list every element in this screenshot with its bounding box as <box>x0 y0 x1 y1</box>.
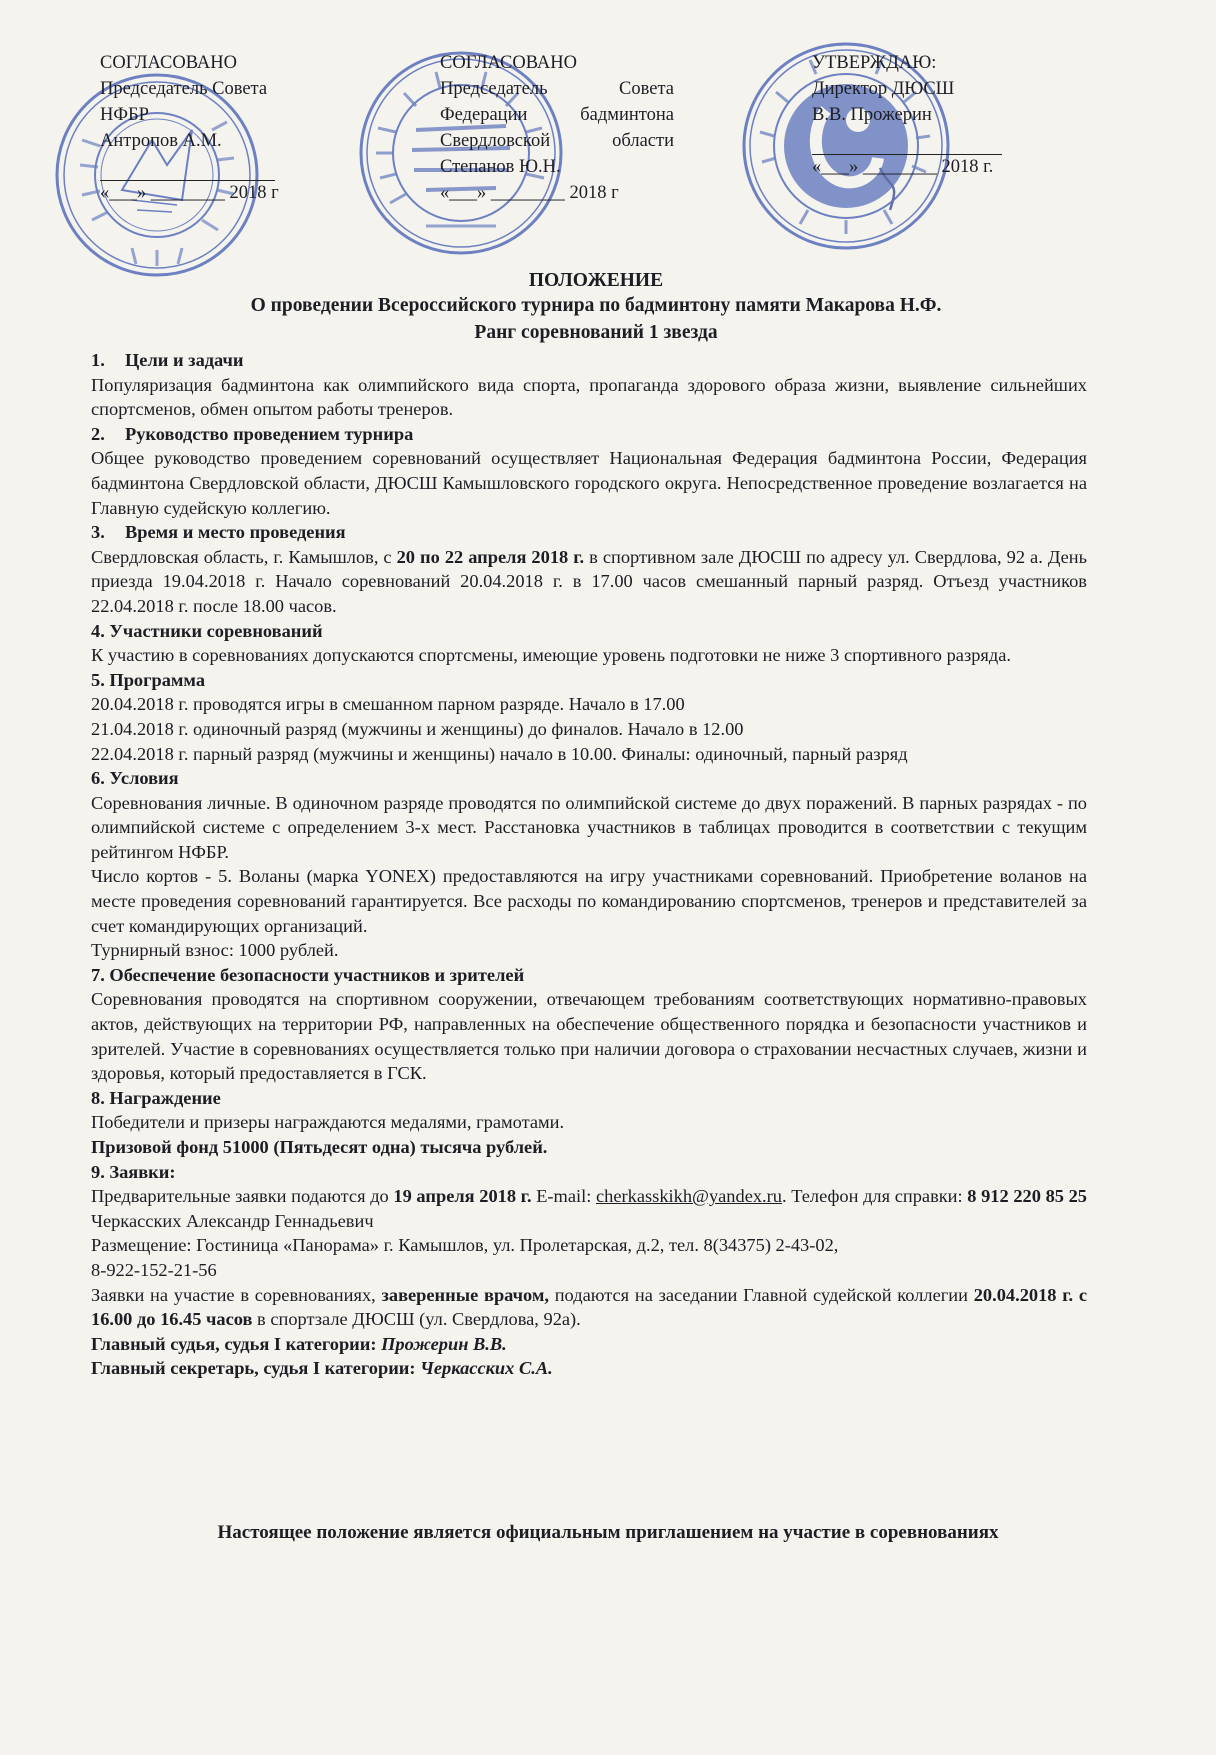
competition-rank: Ранг соревнований 1 звезда <box>474 322 718 343</box>
approval-signer: Степанов Ю.Н. <box>440 157 561 177</box>
approval-date: «___» ________ 2018 г <box>440 183 619 203</box>
signature-line <box>100 154 330 180</box>
signature-line <box>812 128 1022 154</box>
section-text-3: Свердловская область, г. Камышлов, с 20 по 22 апреля 2018 г. в спортивном зале ДЮСШ по адресу ул. Свердлова, 92 а. День приезда 19.04.2018 г. Начало соревнований 20.04.2018 г. в 17.00 часов смешанный парный разряд. Отъезд участников 22.04.2018 г. после 18.00 часов. <box>91 546 1087 616</box>
accommodation-line: Размещение: Гостиница «Панорама» г. Камышлов, ул. Пролетарская, д.2, тел. 8(34375) 2-43-02, <box>91 1235 839 1256</box>
approval-heading: СОГЛАСОВАНО <box>100 53 237 73</box>
section-heading-7: 7. Обеспечение безопасности участников и зрителей <box>91 964 525 985</box>
approval-organization: НФБР <box>100 105 149 125</box>
section-text-1: Популяризация бадминтона как олимпийского вида спорта, пропаганда здорового образа жизни, выявление сильнейших спортсменов, обмен опытом работы тренеров. <box>91 374 1087 420</box>
accommodation-phone: 8-922-152-21-56 <box>91 1259 217 1280</box>
applications-paragraph: Предварительные заявки подаются до 19 апреля 2018 г. E-mail: cherkasskikh@yandex.ru. Телефон для справки: 8 912 220 85 25 Черкасских Александр Геннадьевич <box>91 1186 1087 1231</box>
section-text-7: Соревнования проводятся на спортивном сооружении, отвечающем требованиям соответствующих нормативно-правовых актов, действующих на территории РФ, направленных на обеспечение общественного порядка и безопасности участников и зрителей. Участие в соревнованиях осуществляется только при наличии договора о страховании несчастных случаев, жизни и здоровья, который предоставляется в ГСК. <box>91 989 1087 1084</box>
applications-submission: Заявки на участие в соревнованиях, заверенные врачом, подаются на заседании Главной судейской коллегии 20.04.2018 г. с 16.00 до 16.45 часов в спортзале ДЮСШ (ул. Свердлова, 92а). <box>91 1284 1087 1330</box>
section-heading-9: 9. Заявки: <box>91 1161 176 1182</box>
closing-statement: Настоящее положение является официальным приглашением на участие в соревнованиях <box>217 1522 999 1543</box>
approval-heading: УТВЕРЖДАЮ: <box>812 53 937 73</box>
program-line-1: 20.04.2018 г. проводятся игры в смешанном парном разряде. Начало в 17.00 <box>91 694 685 715</box>
approval-region: Свердловской области <box>440 131 674 151</box>
section-text-4: К участию в соревнованиях допускаются спортсмены, имеющие уровень подготовки не ниже 3 спортивного разряда. <box>91 645 1011 666</box>
document-body <box>91 348 1087 1381</box>
section-heading-5: 5. Программа <box>91 669 206 690</box>
section-heading-1: 1. Цели и задачи <box>91 350 244 370</box>
conditions-paragraph-1: Соревнования личные. В одиночном разряде проводятся по олимпийской системе до двух поражений. В парных разрядах - по олимпийской системе с определением 3-х мест. Расстановка участников в таблицах проводится в соответствии с текущим рейтингом НФБР. <box>91 792 1087 862</box>
approval-block-director <box>812 50 1022 180</box>
approval-signer: Антропов А.М. <box>100 131 222 151</box>
approval-position: Председатель Совета <box>440 79 674 99</box>
approval-block-federation <box>440 50 674 206</box>
approval-block-nfbr <box>100 50 330 206</box>
section-heading-8: 8. Награждение <box>91 1087 221 1108</box>
approval-signer: В.В. Прожерин <box>812 105 932 125</box>
chief-secretary: Главный секретарь, судья I категории: Черкасских С.А. <box>91 1358 553 1379</box>
program-line-2: 21.04.2018 г. одиночный разряд (мужчины и женщины) до финалов. Начало в 12.00 <box>91 718 744 739</box>
approval-position: Директор ДЮСШ <box>812 79 955 99</box>
approval-organization: Федерации бадминтона <box>440 105 674 125</box>
approval-date: «___» ________ 2018 г. <box>812 157 994 177</box>
section-text-2: Общее руководство проведением соревнований осуществляет Национальная Федерация бадминтона России, Федерация бадминтона Свердловской области, ДЮСШ Камышловского городского округа. Непосредственное проведение возлагается на Главную судейскую коллегию. <box>91 448 1087 518</box>
chief-judge: Главный судья, судья I категории: Прожерин В.В. <box>91 1333 507 1354</box>
approval-date: «___» ________ 2018 г <box>100 183 279 203</box>
document-subtitle: О проведении Всероссийского турнира по бадминтону памяти Макарова Н.Ф. <box>250 295 942 316</box>
tournament-fee: Турнирный взнос: 1000 рублей. <box>91 940 339 961</box>
awards-line: Победители и призеры награждаются медалями, грамотами. <box>91 1112 565 1133</box>
program-line-3: 22.04.2018 г. парный разряд (мужчины и женщины) начало в 10.00. Финалы: одиночный, парный разряд <box>91 743 908 764</box>
section-heading-3: 3. Время и место проведения <box>91 522 346 543</box>
section-heading-2: 2. Руководство проведением турнира <box>91 423 414 444</box>
approval-heading: СОГЛАСОВАНО <box>440 53 577 73</box>
section-heading-6: 6. Условия <box>91 768 179 789</box>
approval-position: Председатель Совета <box>100 79 268 99</box>
section-heading-4: 4. Участники соревнований <box>91 620 323 641</box>
document-title: ПОЛОЖЕНИЕ <box>528 270 664 291</box>
conditions-paragraph-2: Число кортов - 5. Воланы (марка YONEX) предоставляются на игру участниками соревнований. Приобретение воланов на месте проведения соревнований гарантируется. Все расходы по командированию спортсменов, тренеров и представителей за счет командирующих организаций. <box>91 866 1087 936</box>
prize-fund: Призовой фонд 51000 (Пятьдесят одна) тысяча рублей. <box>91 1137 548 1157</box>
email-link[interactable]: cherkasskikh@yandex.ru <box>596 1186 782 1207</box>
